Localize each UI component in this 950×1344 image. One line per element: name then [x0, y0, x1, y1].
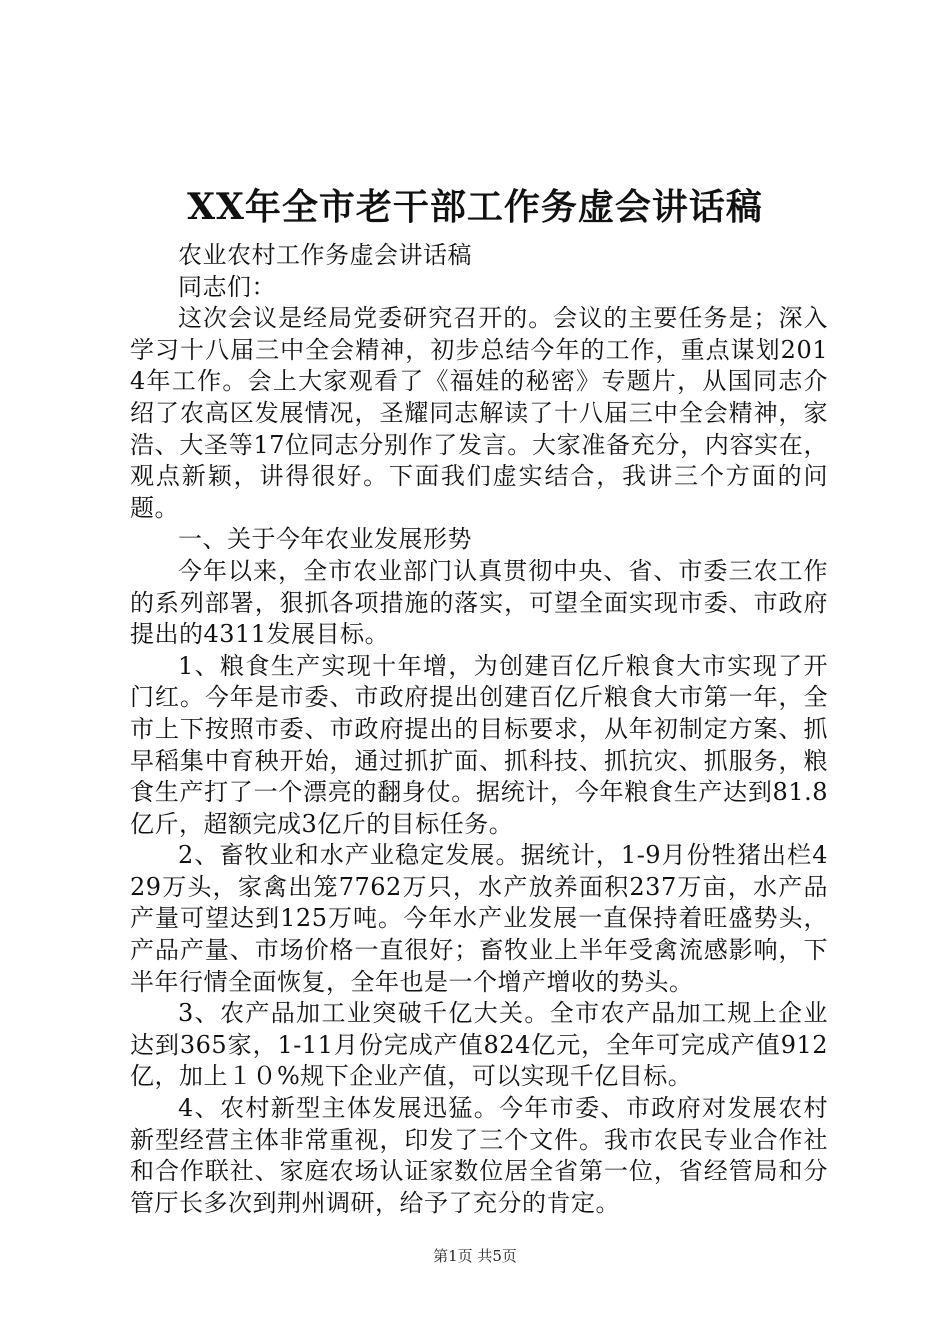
section-heading: 一、关于今年农业发展形势 — [178, 525, 472, 554]
body-paragraph: 2、畜牧业和水产业稳定发展。据统计，1-9月份牲猪出栏429万头，家禽出笼7762万只，水产放养面积237万亩，水产品产量可望达到125万吨。今年水产业发展一直保持着旺盛势头，产品产量、市场价格一直很好；畜牧业上半年受禽流感影响，下半年行情全面恢复，全年也是一个增产增收的势头。 — [130, 841, 828, 996]
intro-paragraph: 这次会议是经局党委研究召开的。会议的主要任务是；深入学习十八届三中全会精神，初步总结今年的工作，重点谋划2014年工作。会上大家观看了《福娃的秘密》专题片，从国同志介绍了农高区发展情况，圣耀同志解读了十八届三中全会精神，家浩、大圣等17位同志分别作了发言。大家准备充分，内容实在，观点新颖，讲得很好。下面我们虚实结合，我讲三个方面的问题。 — [130, 304, 828, 522]
body-paragraph: 4、农村新型主体发展迅猛。今年市委、市政府对发展农村新型经营主体非常重视，印发了三个文件。我市农民专业合作社和合作联社、家庭农场认证家数位居全省第一位，省经管局和分管厅长多次到荆州调研，给予了充分的肯定。 — [130, 1094, 828, 1217]
salutation-paragraph: 同志们： — [178, 272, 276, 301]
body-paragraph: 1、粮食生产实现十年增，为创建百亿斤粮食大市实现了开门红。今年是市委、市政府提出创建百亿斤粮食大市第一年，全市上下按照市委、市政府提出的目标要求，从年初制定方案、抓早稻集中育秧开始，通过抓扩面、抓科技、抓抗灾、抓服务，粮食生产打了一个漂亮的翻身仗。据统计，今年粮食生产达到81.8亿斤，超额完成3亿斤的目标任务。 — [130, 651, 828, 838]
document-title: XX年全市老干部工作务虚会讲话稿 — [187, 186, 763, 228]
page-footer: 第1页 共5页 — [433, 1247, 517, 1265]
document-body — [130, 240, 828, 1219]
body-paragraph: 今年以来，全市农业部门认真贯彻中央、省、市委三农工作的系列部署，狠抓各项措施的落实，可望全面实现市委、市政府提出的4311发展目标。 — [130, 556, 828, 649]
subtitle-paragraph: 农业农村工作务虚会讲话稿 — [178, 241, 472, 269]
body-paragraph: 3、农产品加工业突破千亿大关。全市农产品加工规上企业达到365家，1-11月份完成产值824亿元，全年可完成产值912亿，加上１０%规下企业产值，可以实现千亿目标。 — [130, 999, 828, 1091]
